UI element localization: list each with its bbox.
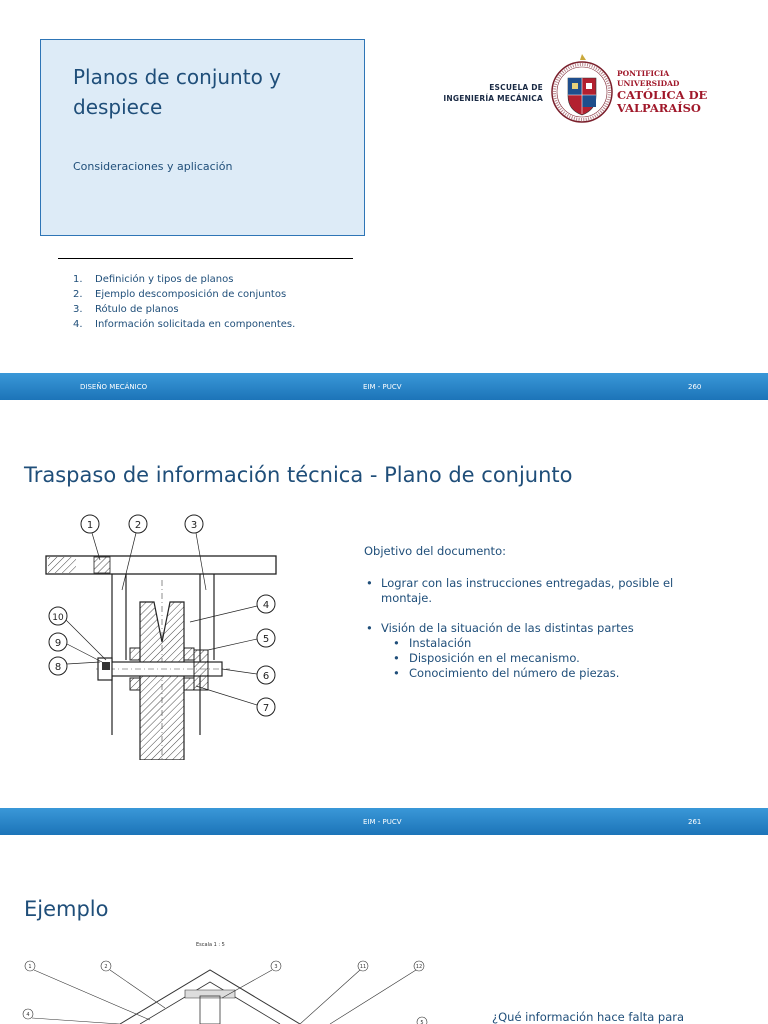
question-text: ¿Qué información hace falta para	[492, 1010, 685, 1024]
svg-text:12: 12	[415, 964, 423, 970]
part-label: 9	[54, 638, 62, 649]
part-label: 7	[262, 703, 270, 714]
agenda-item: 3. Rótulo de planos	[73, 304, 179, 315]
part-label: 8	[54, 662, 62, 673]
footer-institution: EIM - PUCV	[363, 818, 402, 826]
sub-bullet-item: • Instalación	[381, 636, 724, 651]
university-name: PONTIFICIA UNIVERSIDAD CATÓLICA DE VALPARAÍSO	[617, 69, 708, 115]
presentation-subtitle: Consideraciones y aplicación	[73, 160, 233, 173]
footer-page-number: 261	[688, 818, 702, 826]
objective-bullets	[364, 576, 724, 696]
sub-bullet-item: • Conocimiento del número de piezas.	[381, 666, 724, 681]
part-label: 2	[134, 520, 142, 531]
bullet-item: • Visión de la situación de las distintas partes • Instalación • Disposición en el mecanismo. • Conocimiento del número de piezas.	[364, 621, 724, 681]
example-drawing	[0, 948, 460, 1024]
agenda-item: 1. Definición y tipos de planos	[73, 274, 234, 285]
footer-course: DISEÑO MECÁNICO	[80, 383, 148, 391]
agenda-item: 2. Ejemplo descomposición de conjuntos	[73, 289, 287, 300]
svg-text:5: 5	[420, 1020, 424, 1024]
slide-title: Traspaso de información técnica - Plano de conjunto	[24, 463, 573, 487]
part-label: 4	[262, 600, 270, 611]
assembly-drawing	[40, 510, 300, 760]
svg-text:11: 11	[359, 964, 367, 970]
agenda-divider	[58, 258, 353, 259]
svg-text:2: 2	[104, 964, 108, 970]
university-seal-icon	[551, 52, 613, 126]
slide-example	[0, 864, 768, 1024]
slide-title: Ejemplo	[24, 897, 109, 921]
part-label: 10	[52, 613, 64, 623]
svg-text:3: 3	[274, 964, 278, 970]
part-label: 3	[190, 520, 198, 531]
objective-heading: Objetivo del documento:	[364, 544, 506, 558]
svg-text:4: 4	[26, 1012, 30, 1018]
part-label: 1	[86, 520, 94, 531]
scale-label: Escala 1 : 5	[196, 942, 225, 948]
title-box	[40, 39, 365, 236]
footer-institution: EIM - PUCV	[363, 383, 402, 391]
svg-text:1: 1	[28, 964, 32, 970]
slide-footer	[0, 373, 768, 400]
slide-footer	[0, 808, 768, 835]
agenda-item: 4. Información solicitada en componentes.	[73, 319, 296, 330]
sub-bullet-item: • Disposición en el mecanismo.	[381, 651, 724, 666]
school-name: ESCUELA DE INGENIERÍA MECÁNICA	[443, 83, 543, 103]
part-label: 6	[262, 671, 270, 682]
slide-260	[0, 0, 768, 400]
footer-page-number: 260	[688, 383, 702, 391]
presentation-title: Planos de conjunto y despiece	[73, 65, 282, 119]
sub-bullet-list	[381, 636, 724, 681]
part-label: 5	[262, 634, 270, 645]
slide-261	[0, 430, 768, 835]
agenda-list	[58, 272, 295, 332]
bullet-item: • Lograr con las instrucciones entregadas, posible el montaje.	[364, 576, 724, 606]
